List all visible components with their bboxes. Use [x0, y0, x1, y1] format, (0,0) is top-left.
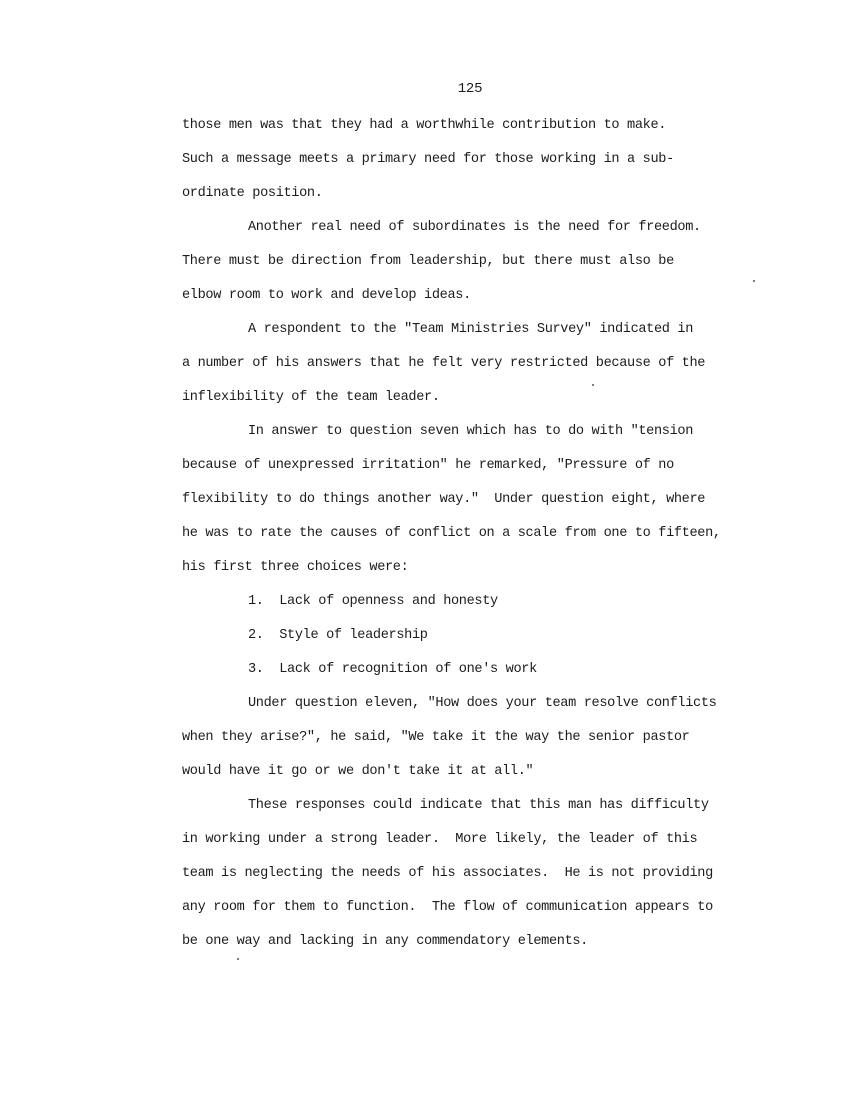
- scan-speck: [237, 958, 239, 960]
- text-line: because of unexpressed irritation" he remarked, "Pressure of no: [182, 458, 674, 473]
- text-line: be one way and lacking in any commendatory elements.: [182, 934, 588, 949]
- page-number: 125: [457, 81, 483, 97]
- text-line: Under question eleven, "How does your team resolve conflicts: [248, 696, 717, 711]
- text-line: A respondent to the "Team Ministries Survey" indicated in: [248, 322, 694, 337]
- text-line: inflexibility of the team leader.: [182, 390, 440, 405]
- list-item: 1. Lack of openness and honesty: [248, 594, 498, 609]
- text-line: would have it go or we don't take it at all.": [182, 764, 534, 779]
- text-line: those men was that they had a worthwhile contribution to make.: [182, 118, 667, 133]
- text-line: These responses could indicate that this man has difficulty: [248, 798, 709, 813]
- text-line: elbow room to work and develop ideas.: [182, 288, 471, 303]
- text-line: flexibility to do things another way." Under question eight, where: [182, 492, 706, 507]
- text-line: any room for them to function. The flow of communication appears to: [182, 900, 713, 915]
- text-line: ordinate position.: [182, 186, 323, 201]
- text-line: Such a message meets a primary need for those working in a sub-: [182, 152, 674, 167]
- scan-speck: [753, 280, 755, 282]
- text-line: he was to rate the causes of conflict on a scale from one to fifteen,: [182, 526, 721, 541]
- text-line: Another real need of subordinates is the need for freedom.: [248, 220, 701, 235]
- text-line: when they arise?", he said, "We take it the way the senior pastor: [182, 730, 690, 745]
- text-line: in working under a strong leader. More likely, the leader of this: [182, 832, 698, 847]
- text-line: a number of his answers that he felt very restricted because of the: [182, 356, 706, 371]
- text-line: team is neglecting the needs of his associates. He is not providing: [182, 866, 713, 881]
- text-line: his first three choices were:: [182, 560, 409, 575]
- text-line: In answer to question seven which has to do with "tension: [248, 424, 694, 439]
- list-item: 2. Style of leadership: [248, 628, 428, 643]
- list-item: 3. Lack of recognition of one's work: [248, 662, 537, 677]
- text-line: There must be direction from leadership, but there must also be: [182, 254, 674, 269]
- scan-speck: [592, 384, 594, 386]
